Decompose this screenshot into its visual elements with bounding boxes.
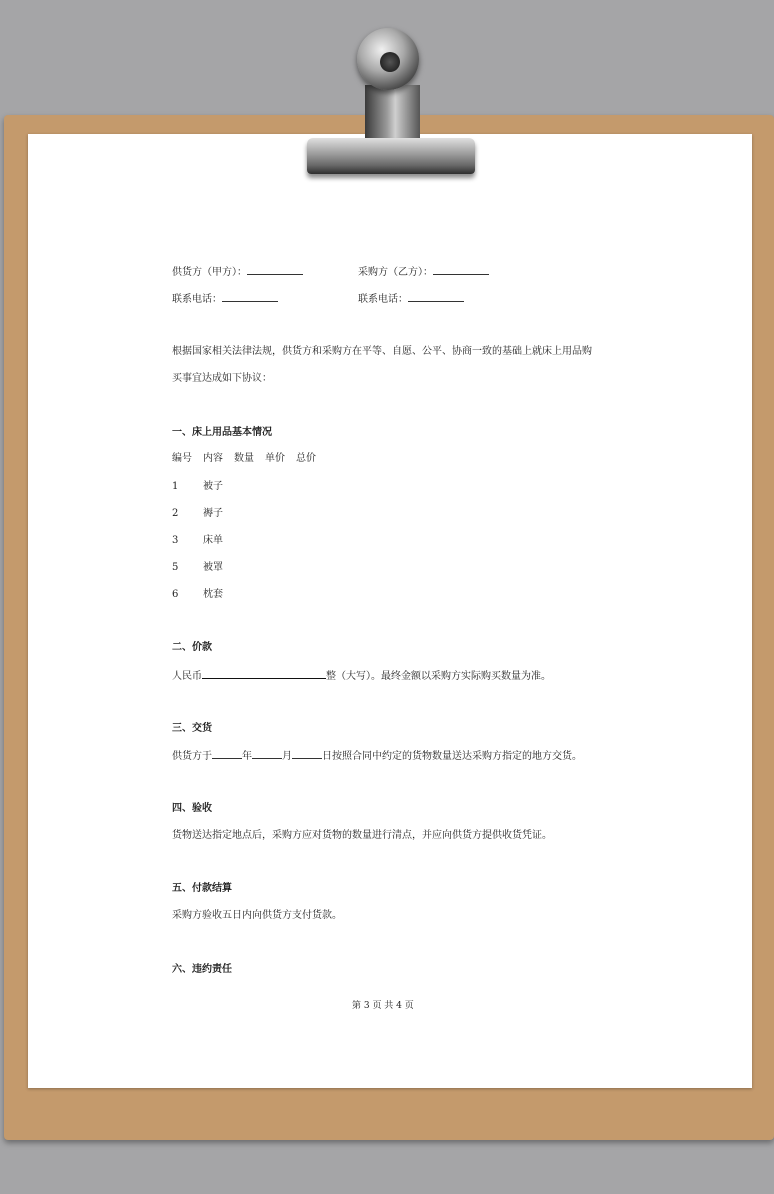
buyer-label: 采购方（乙方）： <box>358 267 433 278</box>
price-suffix: 整（大写）。最终金额以采购方实际购买数量为准。 <box>326 671 551 682</box>
row-item: 被罩 <box>203 562 223 573</box>
supplier-phone-blank <box>222 291 278 302</box>
buyer-field <box>358 264 489 280</box>
clip-base <box>307 138 475 174</box>
row-no: 5 <box>172 562 179 573</box>
row-no: 3 <box>172 535 179 546</box>
page-number: 第 3 页 共 4 页 <box>352 1001 414 1011</box>
header-no: 编号 <box>172 453 192 464</box>
price-line <box>172 668 551 684</box>
section-6-title: 六、违约责任 <box>172 964 232 975</box>
header-qty: 数量 <box>234 453 254 464</box>
header-item: 内容 <box>203 453 223 464</box>
row-item: 褥子 <box>203 508 223 519</box>
supplier-phone-label: 联系电话： <box>172 294 222 305</box>
buyer-phone-blank <box>408 291 464 302</box>
supplier-blank <box>247 264 303 275</box>
clip-hole <box>380 52 400 72</box>
section-4-title: 四、验收 <box>172 803 212 814</box>
supplier-phone-field <box>172 291 278 307</box>
row-no: 2 <box>172 508 179 519</box>
supplier-field <box>172 264 303 280</box>
delivery-month: 月 <box>282 751 292 762</box>
table-row <box>172 480 223 494</box>
row-item: 被子 <box>203 481 223 492</box>
section-1-title: 一、床上用品基本情况 <box>172 427 272 438</box>
payment-text: 采购方验收五日内向供货方支付货款。 <box>172 910 342 921</box>
delivery-line <box>172 748 582 764</box>
price-blank <box>202 668 326 679</box>
intro-line-1: 根据国家相关法律法规，供货方和采购方在平等、自愿、公平、协商一致的基础上就床上用品购 <box>172 346 592 357</box>
row-item: 枕套 <box>203 589 223 600</box>
table-row <box>172 588 223 602</box>
table-row <box>172 534 223 548</box>
table-row <box>172 561 223 575</box>
buyer-blank <box>433 264 489 275</box>
table-row <box>172 507 223 521</box>
supplier-label: 供货方（甲方）： <box>172 267 247 278</box>
section-3-title: 三、交货 <box>172 723 212 734</box>
day-blank <box>292 748 322 759</box>
buyer-phone-label: 联系电话： <box>358 294 408 305</box>
inspection-text: 货物送达指定地点后，采购方应对货物的数量进行清点，并应向供货方提供收货凭证。 <box>172 830 552 841</box>
row-item: 床单 <box>203 535 223 546</box>
section-2-title: 二、价款 <box>172 642 212 653</box>
year-blank <box>212 748 242 759</box>
table-header <box>172 452 316 466</box>
delivery-prefix: 供货方于 <box>172 751 212 762</box>
intro-line-2: 买事宜达成如下协议： <box>172 373 272 384</box>
month-blank <box>252 748 282 759</box>
delivery-suffix: 日按照合同中约定的货物数量送达采购方指定的地方交货。 <box>322 751 582 762</box>
delivery-year: 年 <box>242 751 252 762</box>
header-price: 单价 <box>265 453 285 464</box>
header-total: 总价 <box>296 453 316 464</box>
section-5-title: 五、付款结算 <box>172 883 232 894</box>
row-no: 1 <box>172 481 179 492</box>
row-no: 6 <box>172 589 179 600</box>
buyer-phone-field <box>358 291 464 307</box>
price-prefix: 人民币 <box>172 671 202 682</box>
clip-neck <box>365 85 420 145</box>
